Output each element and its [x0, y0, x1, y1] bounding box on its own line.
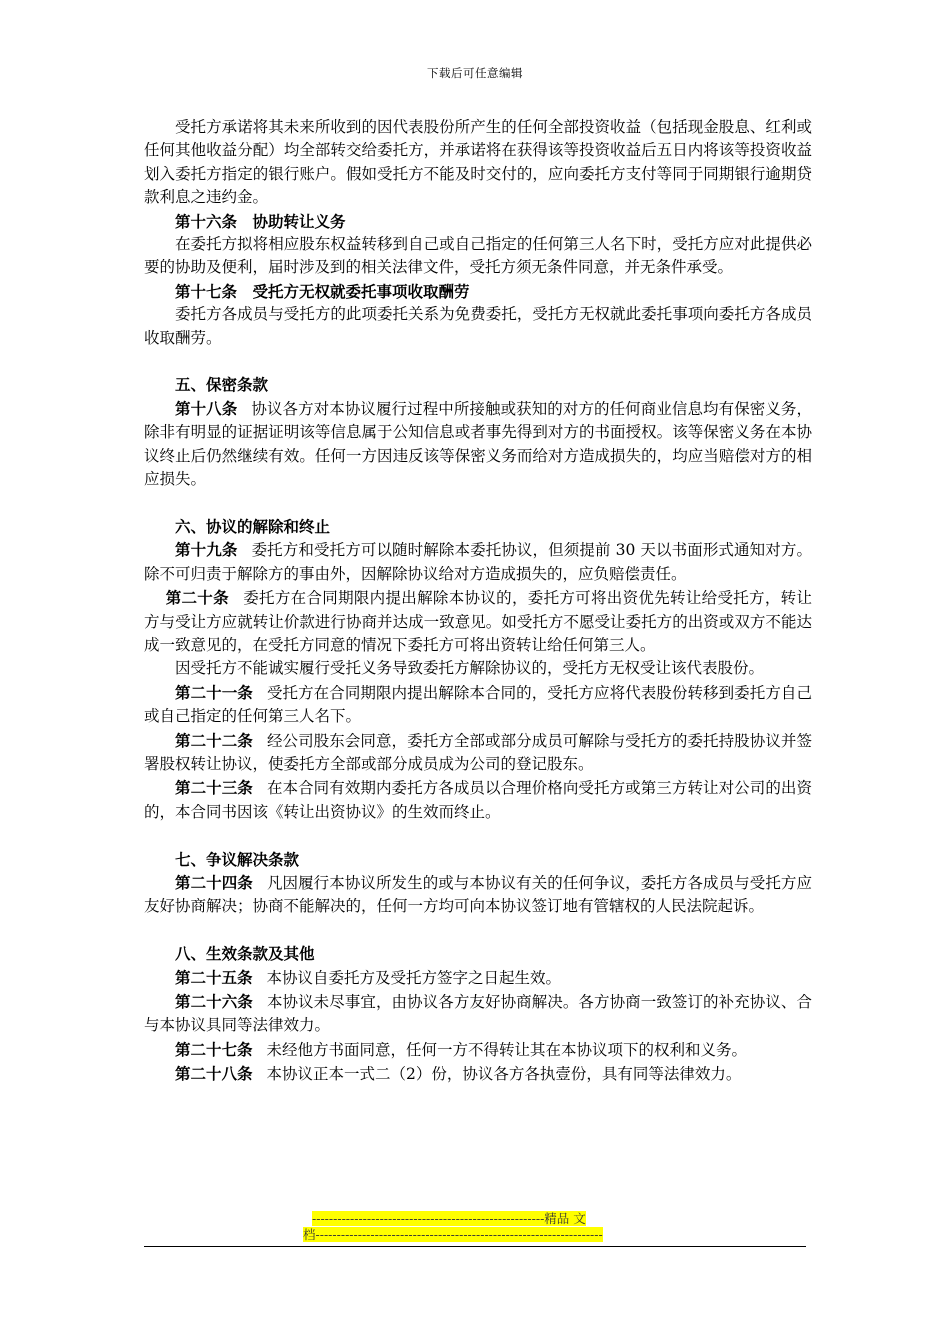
article-text: 本协议自委托方及受托方签字之日起生效。: [266, 968, 562, 987]
article-label: 第二十七条: [175, 1039, 253, 1059]
section-gap: [144, 350, 812, 373]
article-label: 第二十一条: [175, 682, 253, 702]
article-label: 第二十五条: [175, 967, 253, 987]
article-label: 第二十条: [165, 588, 229, 608]
article-16-heading: 第十六条 协助转让义务: [175, 211, 346, 231]
article-text: 委托方在合同期限内提出解除本协议的，委托方可将出资优先转让给受托方，转让方与受让方应就转让价款进行协商并达成一致意见。如受托方不愿受让委托方的出资或双方不能达成一致意见的，在受托方同意的情况下委托方可将出资转让给任何第三人。: [144, 589, 812, 654]
article-17-body: 委托方各成员与受托方的此项委托关系为免费委托，受托方无权就此委托事项向委托方各成员收取酬劳。: [144, 305, 812, 347]
article-text: 委托方和受托方可以随时解除本委托协议，但须提前 30 天以书面形式通知对方。除不可归责于解除方的事由外，因解除协议给对方造成损失的，应负赔偿责任。: [144, 541, 812, 583]
article-text: 受托方在合同期限内提出解除本合同的，受托方应将代表股份转移到委托方自己或自己指定的任何第三人名下。: [144, 683, 812, 726]
article-19: [144, 538, 812, 586]
article-text: 未经他方书面同意，任何一方不得转让其在本协议项下的权利和义务。: [266, 1040, 748, 1059]
article-16-body: 在委托方拟将相应股东权益转移到自己或自己指定的任何第三人名下时，受托方应对此提供必要的协助及便利，届时涉及到的相关法律文件，受托方须无条件同意，并无条件承受。: [144, 235, 812, 277]
article-text: 凡因履行本协议所发生的或与本协议有关的任何争议，委托方各成员与受托方应友好协商解决；协商不能解决的，任何一方均可向本协议签订地有管辖权的人民法院起诉。: [144, 873, 812, 916]
section-8-heading: 八、生效条款及其他: [175, 944, 315, 964]
section-gap: [144, 919, 812, 942]
section-gap: [144, 491, 812, 514]
article-label: 第二十三条: [175, 778, 253, 798]
document-body: [144, 116, 812, 1087]
article-22: [144, 729, 812, 777]
article-20: [144, 586, 812, 657]
footer-line-1: -------------------------------------------------------精品 文: [312, 1211, 586, 1226]
paragraph-investment-income: 受托方承诺将其未来所收到的因代表股份所产生的任何全部投资收益（包括现金股息、红利或任何其他收益分配）均全部转交给委托方，并承诺将在获得该等投资收益后五日内将该等投资收益划入委托方指定的银行账户。假如受托方不能及时交付的，应向委托方支付等同于同期银行逾期贷款利息之违约金。: [144, 118, 812, 207]
footer-divider: [144, 1246, 806, 1247]
article-label: 第二十六条: [175, 991, 253, 1011]
section-6-heading: 六、协议的解除和终止: [175, 516, 331, 536]
article-24: [144, 871, 812, 919]
footer-line-2: 档--------------------------------------------------------------------: [303, 1227, 603, 1242]
article-21: [144, 681, 812, 729]
article-label: 第二十四条: [175, 872, 253, 892]
section-7-heading: 七、争议解决条款: [175, 849, 300, 869]
page-header: 下载后可任意编辑: [427, 66, 523, 80]
page-footer-watermark: [296, 1211, 648, 1243]
article-18: [144, 397, 812, 492]
section-5-heading: 五、保密条款: [175, 375, 269, 395]
article-26: [144, 990, 812, 1038]
section-gap: [144, 824, 812, 847]
article-text: 经公司股东会同意，委托方全部或部分成员可解除与受托方的委托持股协议并签署股权转让协议，使委托方全部或部分成员成为公司的登记股东。: [144, 731, 812, 773]
article-27: [144, 1038, 812, 1062]
article-25: [144, 966, 812, 990]
article-label: 第二十八条: [175, 1064, 253, 1084]
article-text: 本协议未尽事宜，由协议各方友好协商解决。各方协商一致签订的补充协议、合与本协议具同等法律效力。: [144, 992, 812, 1035]
article-label: 第二十二条: [175, 730, 253, 750]
article-label: 第十九条: [175, 540, 238, 560]
article-28: [144, 1062, 812, 1086]
article-text: 本协议正本一式二（2）份，协议各方各执壹份，具有同等法律效力。: [266, 1065, 742, 1084]
article-text: 在本合同有效期内委托方各成员以合理价格向受托方或第三方转让对公司的出资的，本合同书因该《转让出资协议》的生效而终止。: [144, 779, 812, 821]
article-23: [144, 776, 812, 824]
article-text: 协议各方对本协议履行过程中所接触或获知的对方的任何商业信息均有保密义务，除非有明显的证据证明该等信息属于公知信息或者事先得到对方的书面授权。该等保密义务在本协议终止后仍然继续有效。任何一方因违反该等保密义务而给对方造成损失的，均应当赔偿对方的相应损失。: [144, 399, 812, 489]
article-20-supplement: 因受托方不能诚实履行受托义务导致委托方解除协议的，受托方无权受让该代表股份。: [175, 659, 765, 678]
article-17-heading: 第十七条 受托方无权就委托事项收取酬劳: [175, 281, 470, 301]
article-label: 第十八条: [175, 398, 238, 418]
